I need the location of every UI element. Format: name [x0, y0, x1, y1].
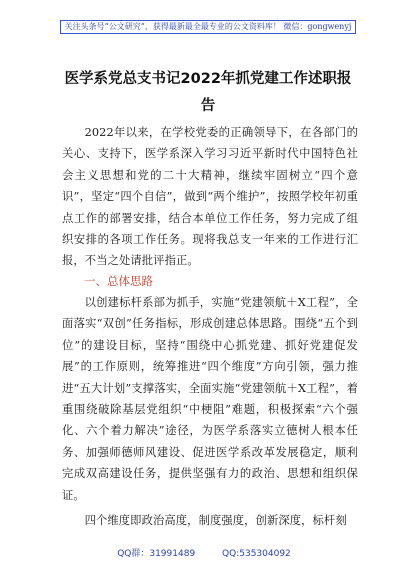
section-heading: 一、总体思路	[84, 274, 153, 288]
footer-qq: QQ:535304092	[222, 549, 291, 559]
section-paragraph-continued: 四个维度即政治高度，制度强度，创新深度，标杆刻	[84, 514, 347, 527]
document-title: 医学系党总支书记2022年抓党建工作述职报告	[64, 71, 352, 114]
section-paragraph: 以创建标杆系部为抓手，实施“党建领航＋X工程”，全面落实“双创”任务指标，形成创建总体思路。围绕“五个到位”的建设目标，坚持“围绕中心抓党建、抓好党建促发展”的工作原则，统筹推进“四个维度”方向引领，强力推进“五大计划”支撑落实，全面实施“党建领航＋X工程”，着重围绕破除基层党组织“中梗阻”难题，积极探索“六个强化、六个着力解决”途径，为医学系落实立德树人根本任务、加强师德师风建设、促进医学系改革发展稳定，顺利完成双高建设任务，提供坚强有力的政治、思想和组织保证。	[62, 296, 358, 502]
footer-qq-group: QQ群：31991489	[117, 549, 196, 559]
header-banner: 关注头条号“公文研究”，获得最新最全最专业的公文资料库！ 微信：gongwenyj	[60, 20, 356, 34]
footer	[0, 546, 408, 559]
intro-paragraph: 2022年以来，在学校党委的正确领导下，在各部门的关心、支持下，医学系深入学习习近平新时代中国特色社会主义思想和党的二十大精神，继续牢固树立“四个意识”，坚定“四个自信”，做到“两个维护”，按照学校年初重点工作的部署安排，结合本单位工作任务，努力完成了组织安排的各项工作任务。现将我总支一年来的工作进行汇报，不当之处请批评指正。	[62, 126, 358, 268]
